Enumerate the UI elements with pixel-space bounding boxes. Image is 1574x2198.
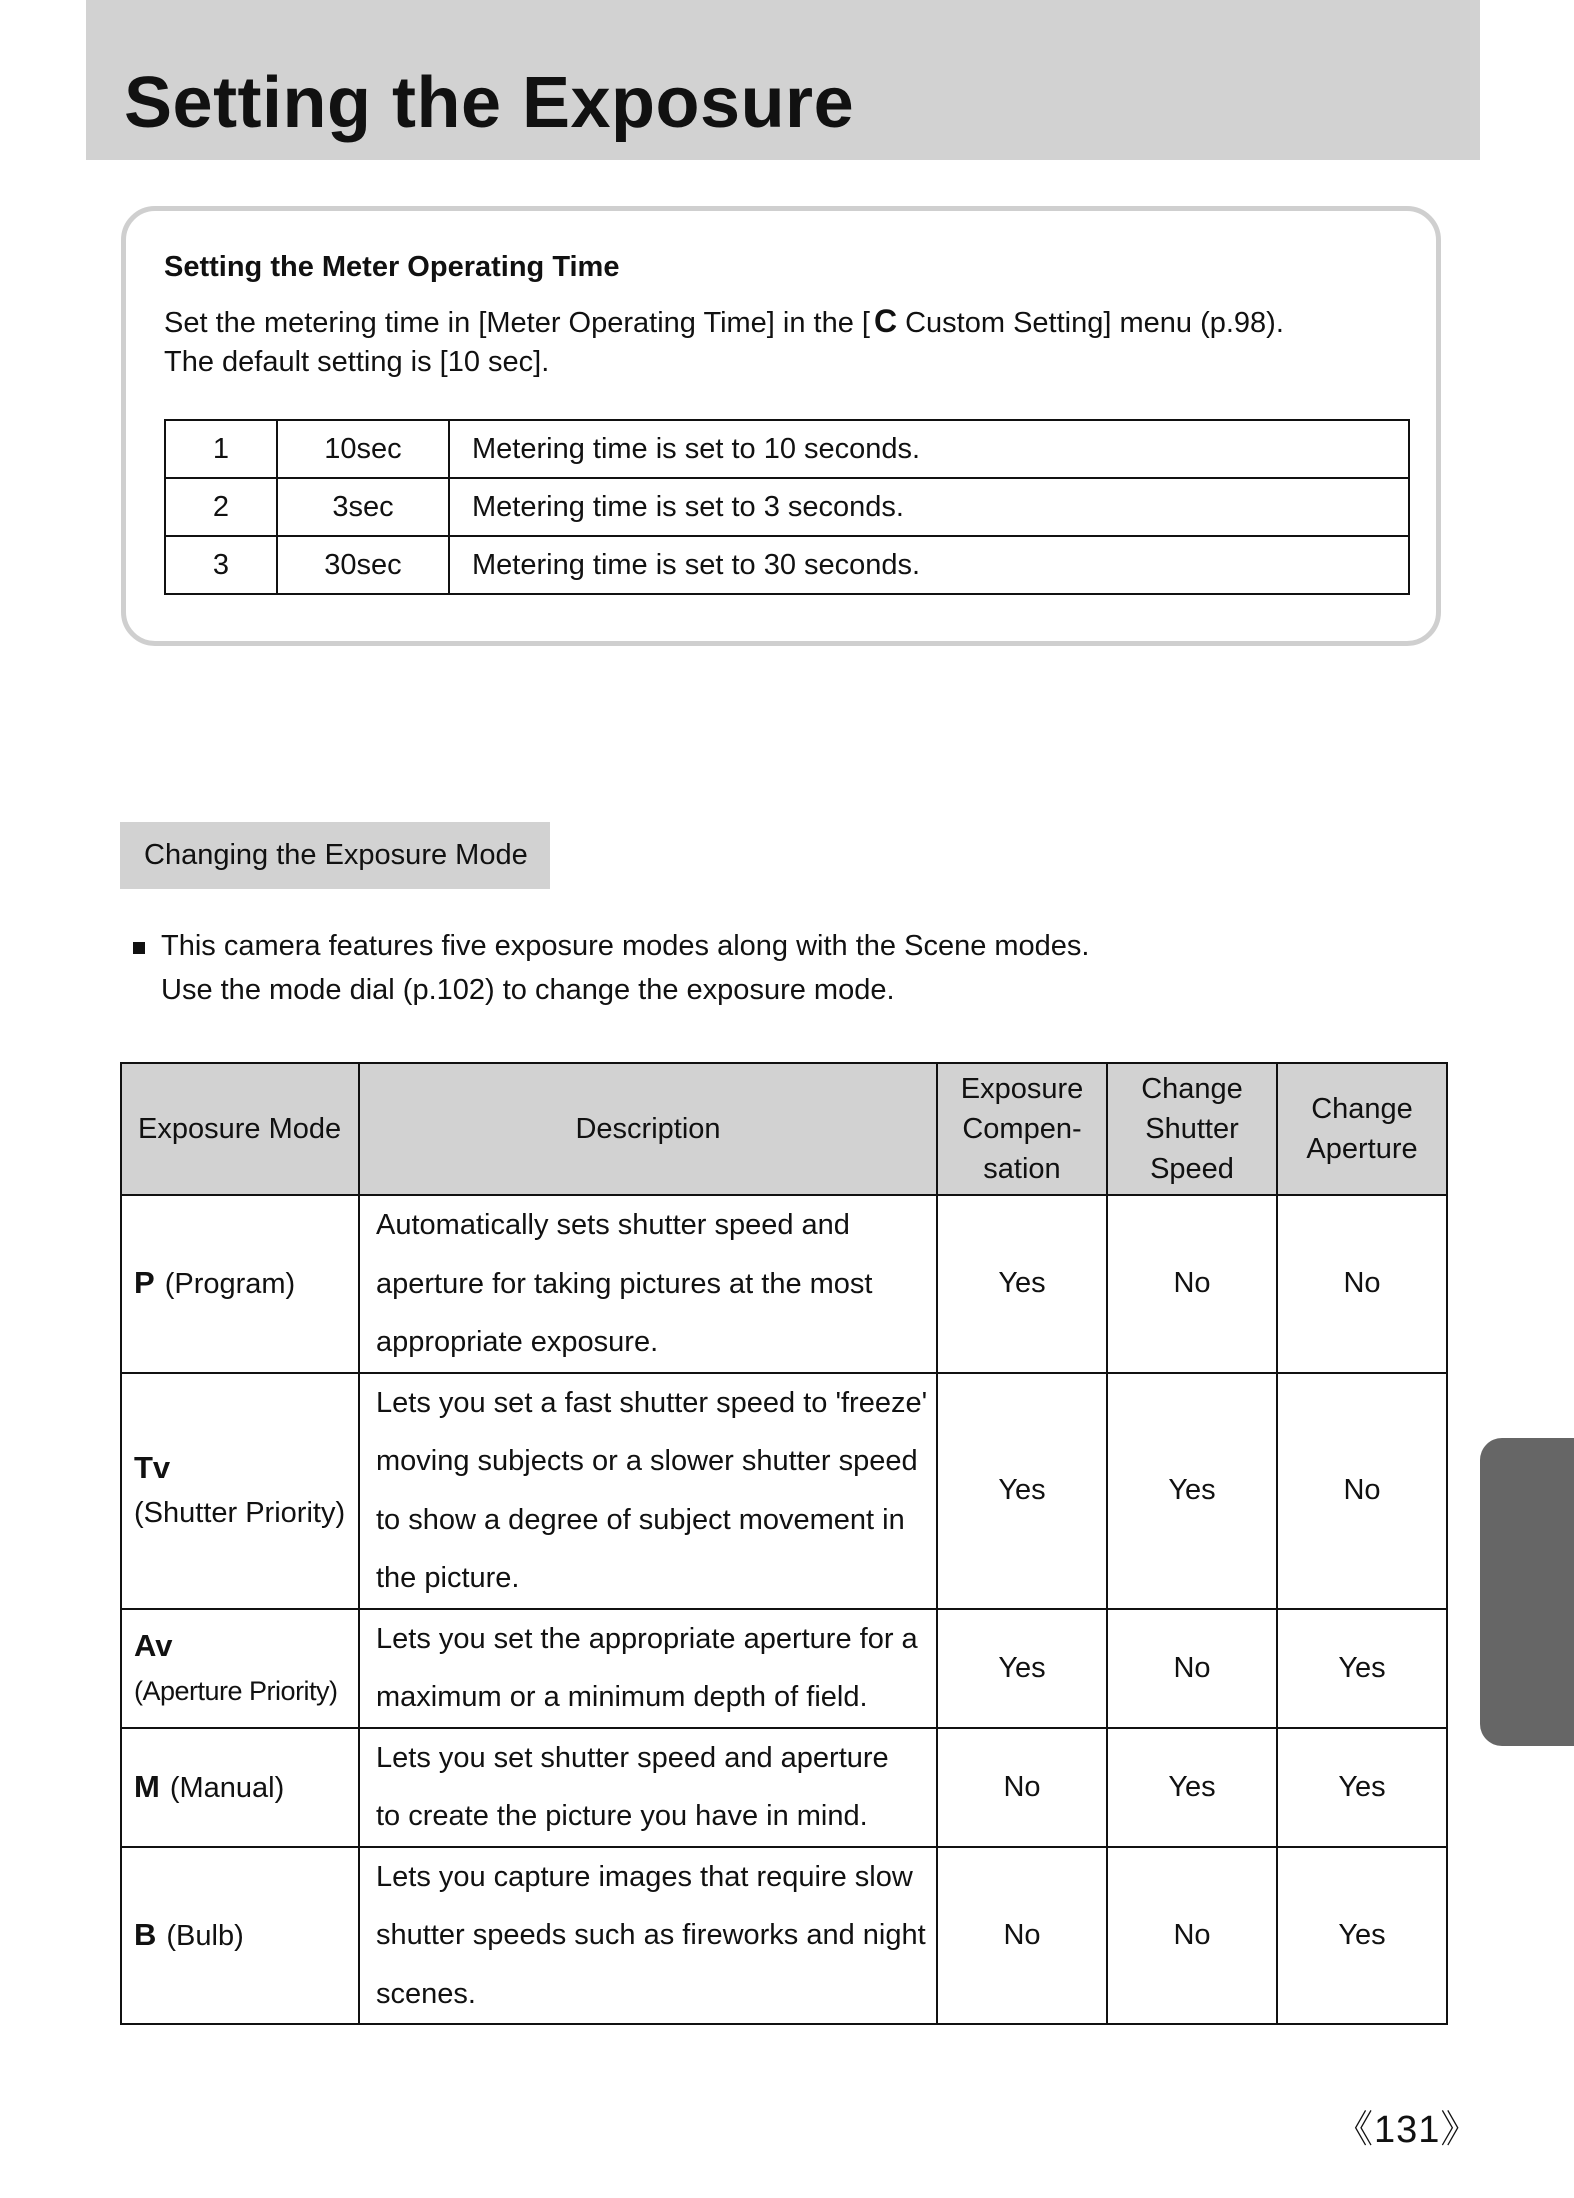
header-line: Exposure (960, 1073, 1084, 1105)
header-change-shutter-speed (1107, 1063, 1277, 1195)
table-row (165, 536, 1409, 594)
aperture-value: Yes (1277, 1728, 1447, 1847)
option-time: 10sec (277, 420, 449, 478)
exposure-comp-value: Yes (937, 1373, 1107, 1609)
description-line: Lets you set the appropriate aperture for a (376, 1622, 918, 1655)
mode-program (121, 1195, 359, 1373)
description-line: aperture for taking pictures at the most (376, 1267, 873, 1300)
description-line: the picture. (376, 1562, 520, 1594)
custom-setting-icon: C (873, 303, 898, 339)
mode-manual (121, 1728, 359, 1847)
table-row (165, 420, 1409, 478)
bullet-square-icon (133, 942, 145, 954)
mode-name: (Manual) (169, 1771, 285, 1804)
mode-bulb (121, 1847, 359, 2025)
chapter-side-tab (1480, 1438, 1574, 1746)
option-number: 3 (165, 536, 277, 594)
header-exposure-compensation (937, 1063, 1107, 1195)
header-line: Change (1141, 1073, 1243, 1105)
option-description: Metering time is set to 10 seconds. (449, 420, 1409, 478)
meter-operating-time-box (121, 206, 1441, 646)
mode-description (359, 1728, 937, 1847)
manual-mode-icon: M (134, 1768, 160, 1804)
exposure-comp-value: No (937, 1728, 1107, 1847)
table-header-row (121, 1063, 1447, 1195)
description-line: to create the picture you have in mind. (376, 1800, 868, 1832)
mode-description (359, 1847, 937, 2025)
mode-description (359, 1373, 937, 1609)
page-title: Setting the Exposure (124, 63, 855, 143)
intro-line-2: Use the mode dial (p.102) to change the exposure mode. (161, 974, 895, 1006)
shutter-value: No (1107, 1609, 1277, 1728)
description-line: Lets you capture images that require slow (376, 1860, 913, 1893)
header-line: Aperture (1306, 1133, 1418, 1165)
option-description: Metering time is set to 3 seconds. (449, 478, 1409, 536)
exposure-comp-value: Yes (937, 1609, 1107, 1728)
header-line: Compen- (962, 1113, 1082, 1145)
option-number: 2 (165, 478, 277, 536)
mode-name: (Aperture Priority) (134, 1675, 338, 1706)
aperture-value: Yes (1277, 1847, 1447, 2025)
program-mode-icon: P (134, 1265, 155, 1301)
header-line: Shutter (1145, 1113, 1239, 1145)
description-line: to show a degree of subject movement in (376, 1503, 905, 1536)
description-line: appropriate exposure. (376, 1326, 659, 1358)
description-line: Lets you set shutter speed and aperture (376, 1741, 889, 1774)
tv-mode-icon: Tv (134, 1450, 171, 1485)
aperture-value: Yes (1277, 1609, 1447, 1728)
description-line: Lets you set a fast shutter speed to 'freeze' (376, 1386, 928, 1419)
exposure-modes-table (120, 1062, 1448, 2025)
mode-aperture-priority (121, 1609, 359, 1728)
mode-name: (Shutter Priority) (134, 1497, 346, 1529)
meter-time-table (164, 419, 1410, 595)
intro-line-1: This camera features five exposure modes along with the Scene modes. (161, 930, 1090, 962)
header-line: Change (1311, 1093, 1413, 1125)
page-number: 《131》 (1335, 2109, 1480, 2151)
description-line: maximum or a minimum depth of field. (376, 1681, 868, 1713)
table-row (121, 1195, 1447, 1373)
shutter-value: Yes (1107, 1728, 1277, 1847)
table-row (121, 1847, 1447, 2025)
exposure-comp-value: Yes (937, 1195, 1107, 1373)
shutter-value: No (1107, 1195, 1277, 1373)
table-row (121, 1728, 1447, 1847)
meter-default-note: The default setting is [10 sec]. (164, 346, 550, 378)
header-description: Description (359, 1063, 937, 1195)
mode-shutter-priority (121, 1373, 359, 1609)
description-line: moving subjects or a slower shutter speed (376, 1445, 918, 1477)
mode-name: (Bulb) (166, 1919, 244, 1952)
table-row (121, 1609, 1447, 1728)
option-time: 30sec (277, 536, 449, 594)
header-exposure-mode: Exposure Mode (121, 1063, 359, 1195)
meter-instruction-end: Custom Setting] menu (p.98). (905, 307, 1284, 339)
av-mode-icon: Av (134, 1627, 173, 1663)
table-row (165, 478, 1409, 536)
bulb-mode-icon: B (134, 1916, 157, 1952)
description-line: shutter speeds such as fireworks and night (376, 1919, 926, 1951)
aperture-value: No (1277, 1373, 1447, 1609)
aperture-value: No (1277, 1195, 1447, 1373)
header-change-aperture (1277, 1063, 1447, 1195)
table-row (121, 1373, 1447, 1609)
mode-description (359, 1609, 937, 1728)
description-line: Automatically sets shutter speed and (376, 1209, 850, 1241)
description-line: scenes. (376, 1977, 476, 2010)
shutter-value: Yes (1107, 1373, 1277, 1609)
exposure-comp-value: No (937, 1847, 1107, 2025)
header-line: sation (983, 1153, 1061, 1185)
section-label: Changing the Exposure Mode (120, 822, 550, 889)
option-number: 1 (165, 420, 277, 478)
shutter-value: No (1107, 1847, 1277, 2025)
mode-name: (Program) (164, 1268, 296, 1301)
option-description: Metering time is set to 30 seconds. (449, 536, 1409, 594)
header-line: Speed (1150, 1153, 1234, 1185)
option-time: 3sec (277, 478, 449, 536)
meter-instruction (164, 303, 1284, 340)
mode-description (359, 1195, 937, 1373)
meter-heading: Setting the Meter Operating Time (164, 251, 620, 283)
meter-instruction-start: Set the metering time in [Meter Operating Time] in the [ (164, 307, 870, 339)
